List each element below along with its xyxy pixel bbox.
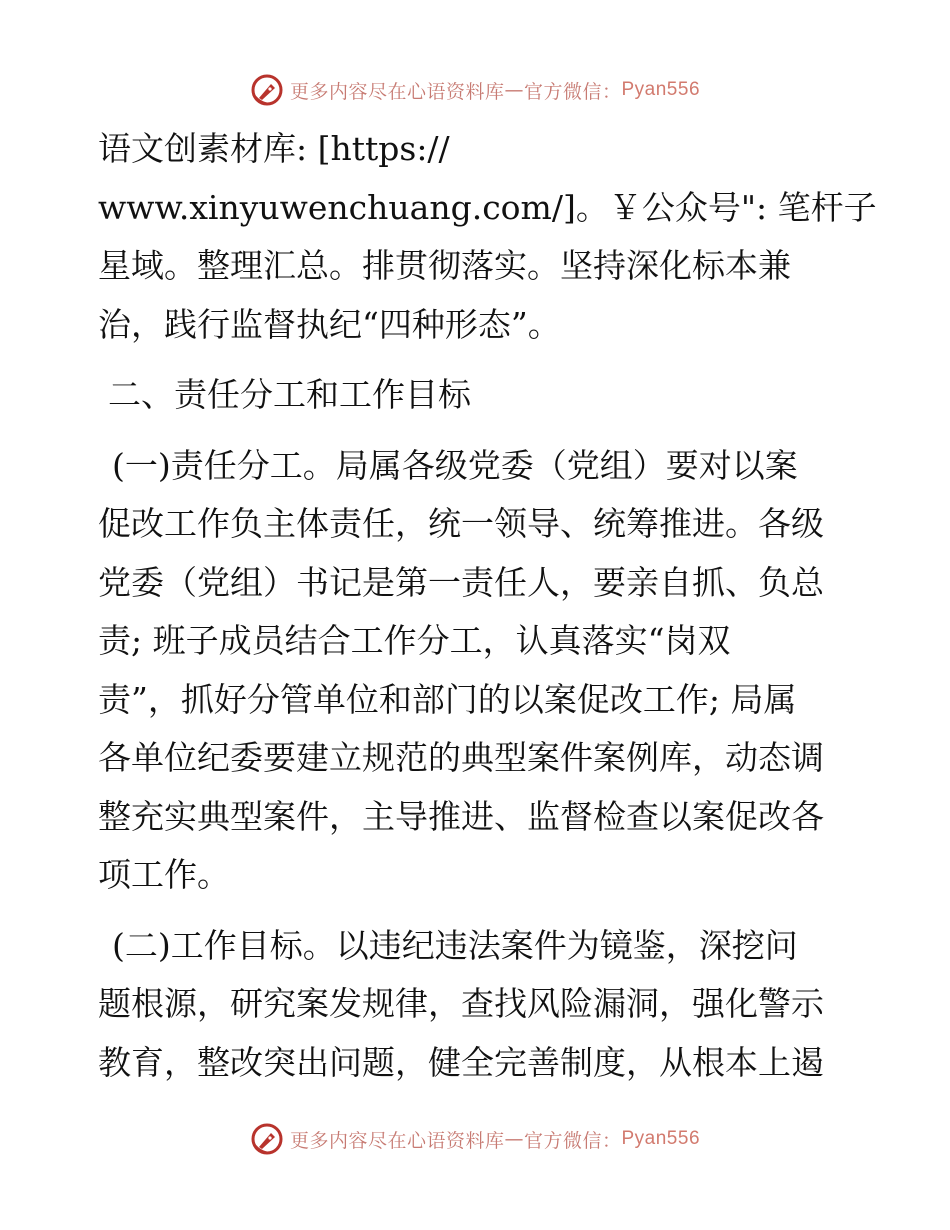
pen-nib-circle-icon <box>250 1122 284 1156</box>
header-banner <box>0 70 950 110</box>
text-line: 党委（党组）书记是第一责任人，要亲自抓、负总 <box>98 562 824 602</box>
text-line: 题根源，研究案发规律，查找风险漏洞，强化警示 <box>98 984 824 1023</box>
banner-wechat-handle: Pyan556 <box>621 1128 701 1149</box>
text-line: 各单位纪委要建立规范的典型案件案例库，动态调 <box>98 738 824 777</box>
text-line: 项工作。 <box>98 855 230 894</box>
text-line: 责”，抓好分管单位和部门的以案促改工作; 局属 <box>98 679 797 719</box>
text-line: 整充实典型案件，主导推进、监督检查以案促改各 <box>98 796 824 836</box>
banner-dash: — <box>504 79 524 101</box>
text-line: 促改工作负主体责任，统一领导、统筹推进。各级 <box>98 504 824 543</box>
banner-dash: — <box>504 1128 524 1150</box>
banner-promo-text: 更多内容尽在心语资料库 <box>289 80 505 103</box>
text-line: 责; 班子成员结合工作分工，认真落实“岗双 <box>98 621 731 660</box>
text-line: www.xinyuwenchuang.com/]。￥公众号": 笔杆子 <box>98 187 877 227</box>
text-line: 语文创素材库: [https:// <box>98 129 450 168</box>
text-line: (二)工作目标。以违纪违法案件为镜鉴，深挖问 <box>112 925 798 965</box>
pen-nib-circle-icon <box>250 73 284 107</box>
footer-banner <box>0 1119 950 1159</box>
paragraph-work-goals <box>98 917 858 1093</box>
paragraph-intro <box>98 120 877 354</box>
text-line: 星域。整理汇总。排贯彻落实。坚持深化标本兼 <box>98 246 791 285</box>
banner-official-wechat-label: 官方微信： <box>523 1129 622 1152</box>
text-line: 治，践行监督执纪“四种形态”。 <box>98 304 561 344</box>
document-body <box>98 120 877 1092</box>
banner-official-wechat-label: 官方微信： <box>523 80 622 103</box>
text-line: 教育，整改突出问题，健全完善制度，从根本上遏 <box>98 1042 824 1082</box>
banner-promo-text: 更多内容尽在心语资料库 <box>289 1129 505 1152</box>
section-heading: 二、责任分工和工作目标 <box>108 375 471 414</box>
text-line: (一)责任分工。局属各级党委（党组）要对以案 <box>112 445 798 485</box>
banner-wechat-handle: Pyan556 <box>621 79 701 100</box>
paragraph-responsibility-division <box>98 437 858 905</box>
